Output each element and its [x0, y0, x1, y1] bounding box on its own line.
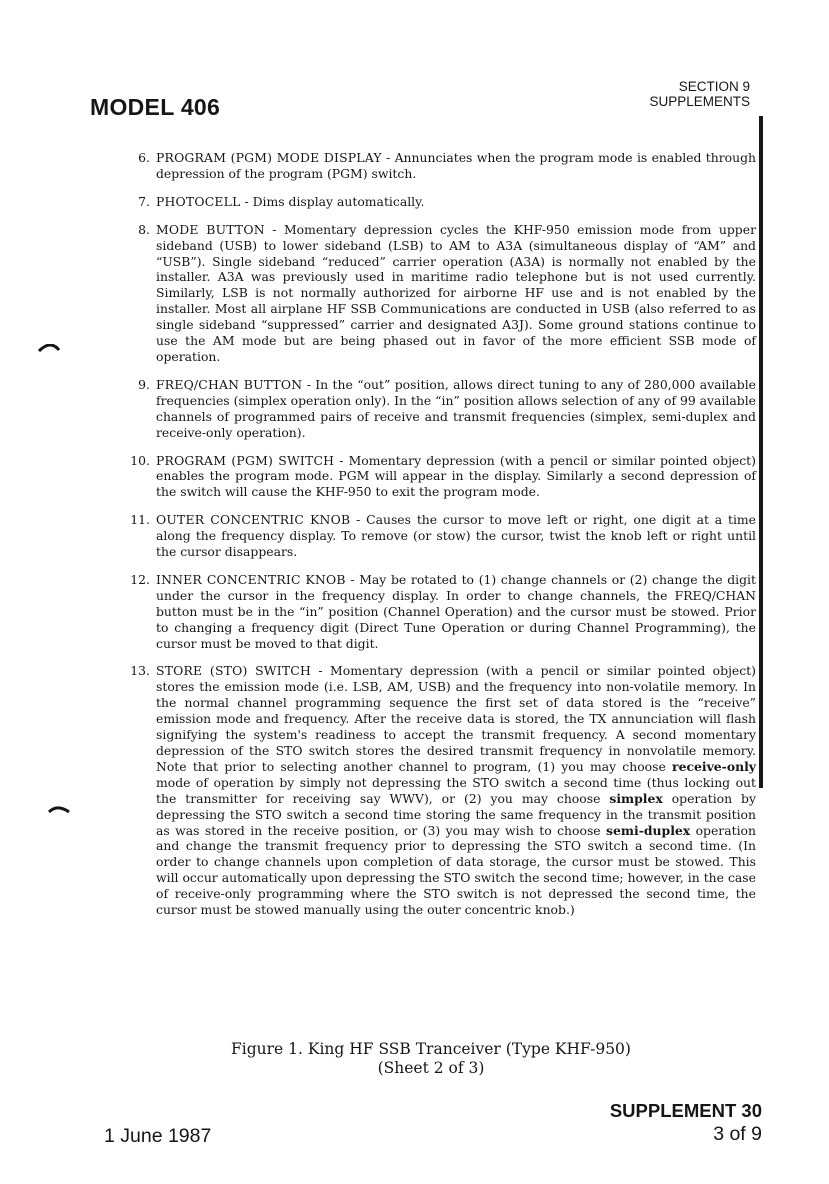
page-number: 3 of 9 — [713, 1123, 762, 1145]
section-number: SECTION 9 — [678, 79, 750, 94]
issue-date: 1 June 1987 — [104, 1125, 212, 1147]
item-number: 10. — [130, 452, 150, 468]
figure-caption — [0, 1040, 829, 1078]
list-item — [110, 512, 756, 560]
list-item — [110, 377, 756, 441]
list-item — [110, 150, 756, 182]
item-body: - Momentary depression (with a pencil or similar pointed object) enables the program mode. PGM will appear in the display. Similarly a second depression of the switch will cause the KHF-950 to exit the program mode. — [156, 452, 756, 500]
item-body: operation by depressing the STO switch a second time storing the same frequency in the transmit position as was stored in the receive position, or (3) you may wish to choose — [156, 790, 756, 838]
item-title: OUTER CONCENTRIC KNOB — [156, 512, 351, 528]
control-description-list — [110, 150, 756, 930]
section-title: SUPPLEMENTS — [649, 94, 750, 109]
section-heading — [649, 79, 750, 109]
item-title: FREQ/CHAN BUTTON — [156, 376, 303, 392]
item-title: PROGRAM (PGM) SWITCH — [156, 452, 335, 468]
margin-change-mark — [38, 344, 60, 352]
item-title: STORE (STO) SWITCH — [156, 663, 311, 679]
item-body: mode of operation by simply not depressing the STO switch a second time (thus locking out the transmitter for receiving say WWV), or (2) you may choose — [156, 774, 756, 806]
item-number: 8. — [138, 221, 150, 237]
item-title: INNER CONCENTRIC KNOB — [156, 571, 346, 587]
list-item — [110, 572, 756, 652]
model-title: MODEL 406 — [90, 94, 221, 120]
item-title: PHOTOCELL — [156, 193, 241, 209]
item-number: 9. — [138, 376, 150, 392]
list-item — [110, 222, 756, 365]
supplement-label: SUPPLEMENT 30 — [609, 1100, 762, 1121]
item-title: MODE BUTTON — [156, 221, 265, 237]
list-item — [110, 194, 756, 210]
list-item — [110, 663, 756, 918]
caption-line: Figure 1. King HF SSB Tranceiver (Type KHF-950) — [231, 1040, 631, 1058]
item-body: - Dims display automatically. — [240, 193, 425, 209]
revision-bar — [759, 116, 763, 788]
item-title: PROGRAM (PGM) MODE DISPLAY — [156, 150, 382, 165]
item-body: - Annunciates when the program mode is enabled through depression of the program (PGM) switch. — [156, 150, 756, 181]
item-body: - Causes the cursor to move left or right, one digit at a time along the frequency display. To remove (or stow) the cursor, twist the knob left or right until the cursor disappears. — [156, 512, 756, 560]
keyword-receive-only: receive-only — [672, 758, 756, 774]
margin-change-mark — [48, 806, 70, 814]
item-number: 12. — [130, 571, 150, 587]
keyword-semi-duplex: semi-duplex — [606, 822, 691, 838]
item-body: - Momentary depression (with a pencil or similar pointed object) stores the emission mode (i.e. LSB, AM, USB) and the frequency into non-volatile memory. In the normal channel programming sequence the first set of data stored is the “receive” emission mode and frequency. After the receive data is stored, the TX annunciation will flash signifying the system's readiness to accept the transmit frequency. A second momentary depression of the STO switch stores the desired transmit frequency in nonvolatile memory. Note that prior to selecting another channel to program, (1) you may choose — [156, 663, 756, 774]
item-number: 6. — [138, 150, 150, 165]
item-number: 11. — [130, 512, 150, 528]
item-body: - Momentary depression cycles the KHF-950 emission mode from upper sideband (USB) to lower sideband (LSB) to AM to A3A (simultaneous display of “AM” and “USB”). Single sideband “reduced” carrier operation (A3A) is normally not enabled by the installer. A3A was previously used in maritime radio telephone but is not used currently. Similarly, LSB is not normally authorized for airborne HF use and is not enabled by the installer. Most all airplane HF SSB Communications are conducted in USB (also referred to as single sideband “suppressed” carrier and designated A3J). Some ground stations continue to use the AM mode but are being phased out in favor of the more efficient SSB mode of operation. — [156, 221, 756, 364]
list-item — [110, 453, 756, 501]
item-number: 13. — [130, 663, 150, 679]
keyword-simplex: simplex — [609, 790, 663, 806]
item-body: operation and change the transmit frequency prior to depressing the STO switch a second time. (In order to change channels upon completion of data storage, the cursor must be stowed. This will occur automatically upon depressing the STO switch the second time; however, in the case of receive-only programming where the STO switch is not depressed the second time, the cursor must be stowed manually using the outer concentric knob.) — [156, 822, 756, 918]
item-body: - In the “out” position, allows direct tuning to any of 280,000 available frequencies (simplex operation only). In the “in” position allows selection of any of 99 available channels of programmed pairs of receive and transmit frequencies (simplex, semi-duplex and receive-only operation). — [156, 376, 757, 440]
item-body: - May be rotated to (1) change channels or (2) change the digit under the cursor in the frequency display. In order to change channels, the FREQ/CHAN button must be in the “in” position (Channel Operation) and the cursor must be stowed. Prior to changing a frequency digit (Direct Tune Operation or during Channel Programming), the cursor must be moved to that digit. — [156, 571, 756, 651]
caption-sheet: (Sheet 2 of 3) — [377, 1059, 485, 1077]
item-number: 7. — [138, 193, 150, 209]
